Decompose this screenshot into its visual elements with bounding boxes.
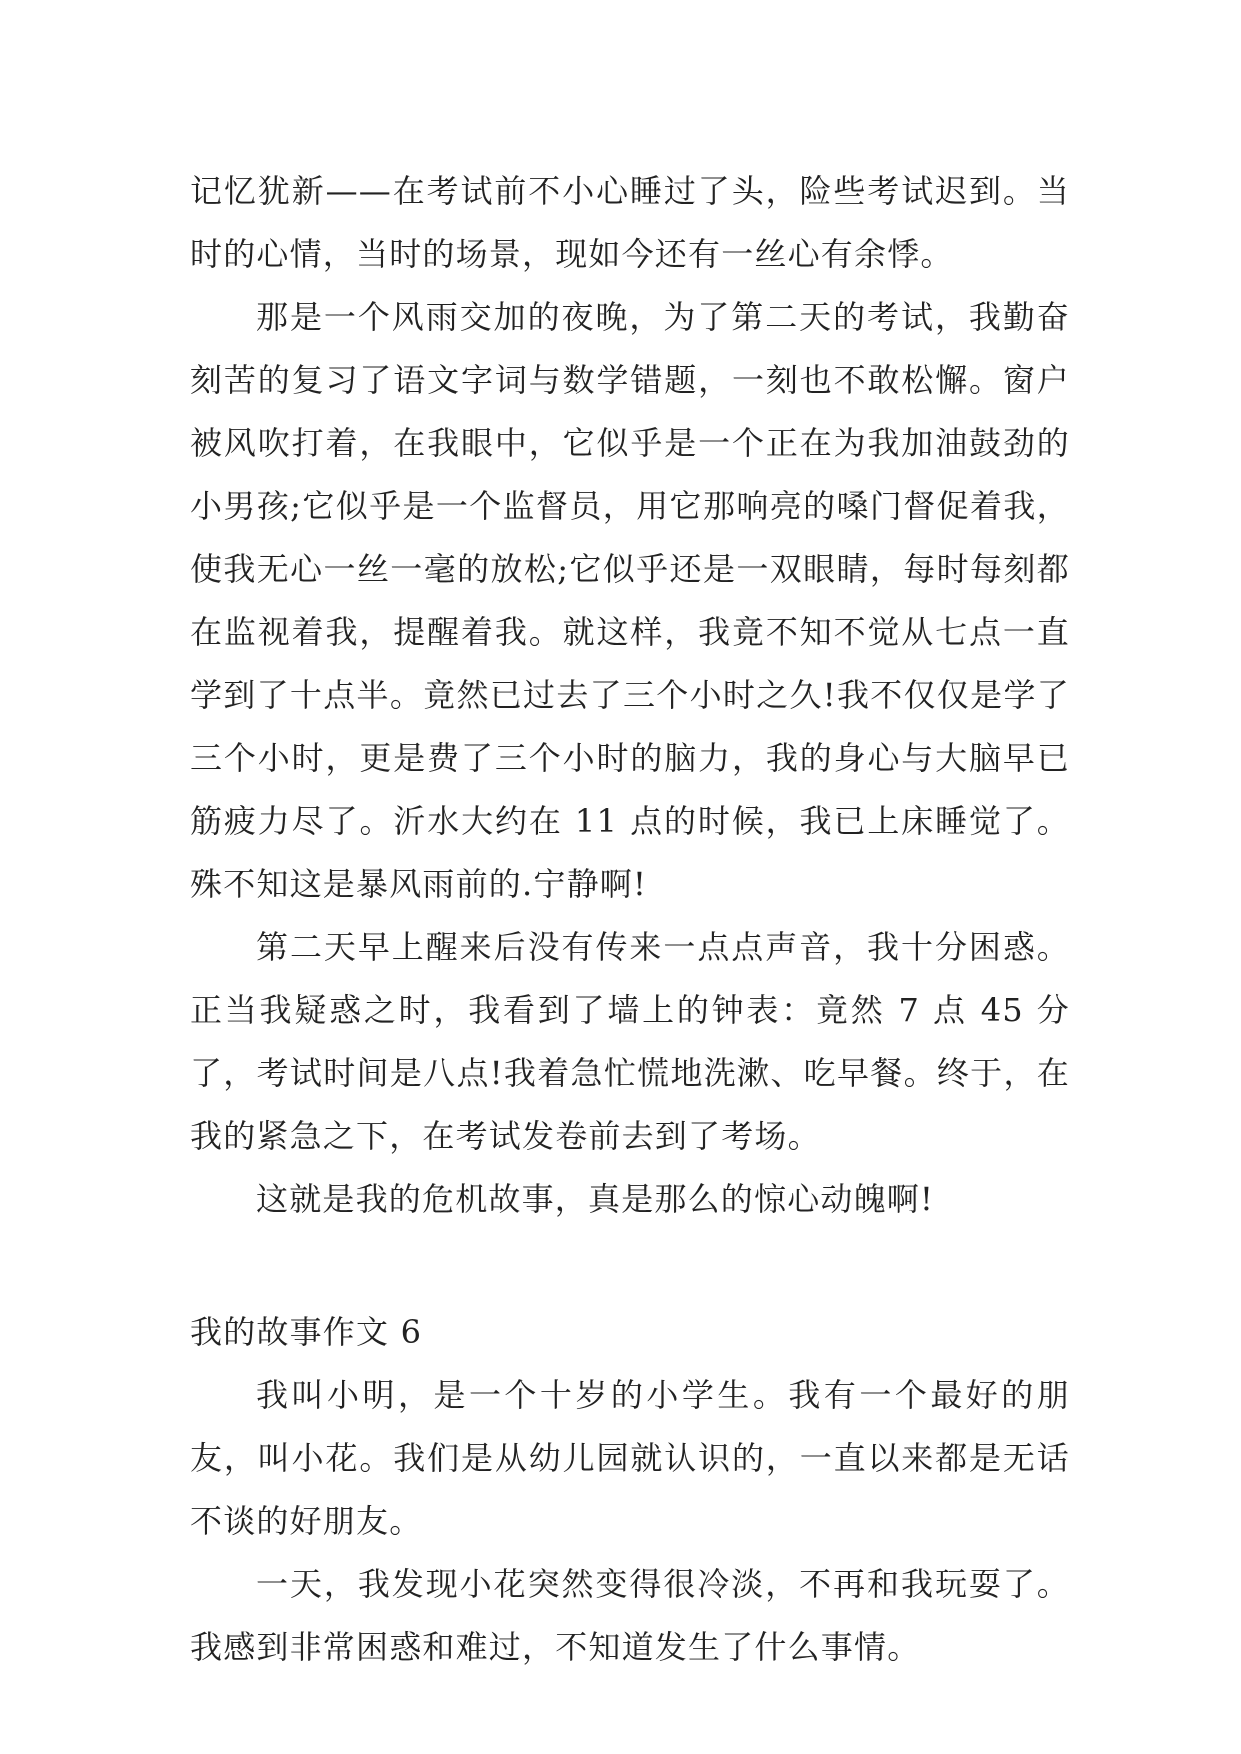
section-heading: 我的故事作文 6: [190, 1313, 423, 1351]
paragraph-next-morning: 第二天早上醒来后没有传来一点点声音，我十分困惑。正当我疑惑之时，我看到了墙上的钟表：竟然 7 点 45 分了，考试时间是八点!我着急忙慌地洗漱、吃早餐。终于，在我的紧急之下，在考试发卷前去到了考场。: [190, 928, 1070, 1155]
section-gap: [190, 1231, 1070, 1301]
paragraph-conclusion: 这就是我的危机故事，真是那么的惊心动魄啊!: [256, 1180, 935, 1218]
paragraph-introduction: 我叫小明，是一个十岁的小学生。我有一个最好的朋友，叫小花。我们是从幼儿园就认识的，一直以来都是无话不谈的好朋友。: [190, 1376, 1070, 1540]
document-page: [190, 160, 1070, 1679]
paragraph-stormy-night: 那是一个风雨交加的夜晚，为了第二天的考试，我勤奋刻苦的复习了语文字词与数学错题，一刻也不敢松懈。窗户被风吹打着，在我眼中，它似乎是一个正在为我加油鼓劲的小男孩;它似乎是一个监督员，用它那响亮的嗓门督促着我，使我无心一丝一毫的放松;它似乎还是一双眼睛，每时每刻都在监视着我，提醒着我。就这样，我竟不知不觉从七点一直学到了十点半。竟然已过去了三个小时之久!我不仅仅是学了三个小时，更是费了三个小时的脑力，我的身心与大脑早已筋疲力尽了。沂水大约在 11 点的时候，我已上床睡觉了。殊不知这是暴风雨前的.宁静啊!: [190, 298, 1070, 903]
paragraph-continuation: 记忆犹新——在考试前不小心睡过了头，险些考试迟到。当时的心情，当时的场景，现如今还有一丝心有余悸。: [190, 172, 1070, 273]
paragraph-one-day: 一天，我发现小花突然变得很冷淡，不再和我玩耍了。我感到非常困惑和难过，不知道发生了什么事情。: [190, 1565, 1070, 1666]
